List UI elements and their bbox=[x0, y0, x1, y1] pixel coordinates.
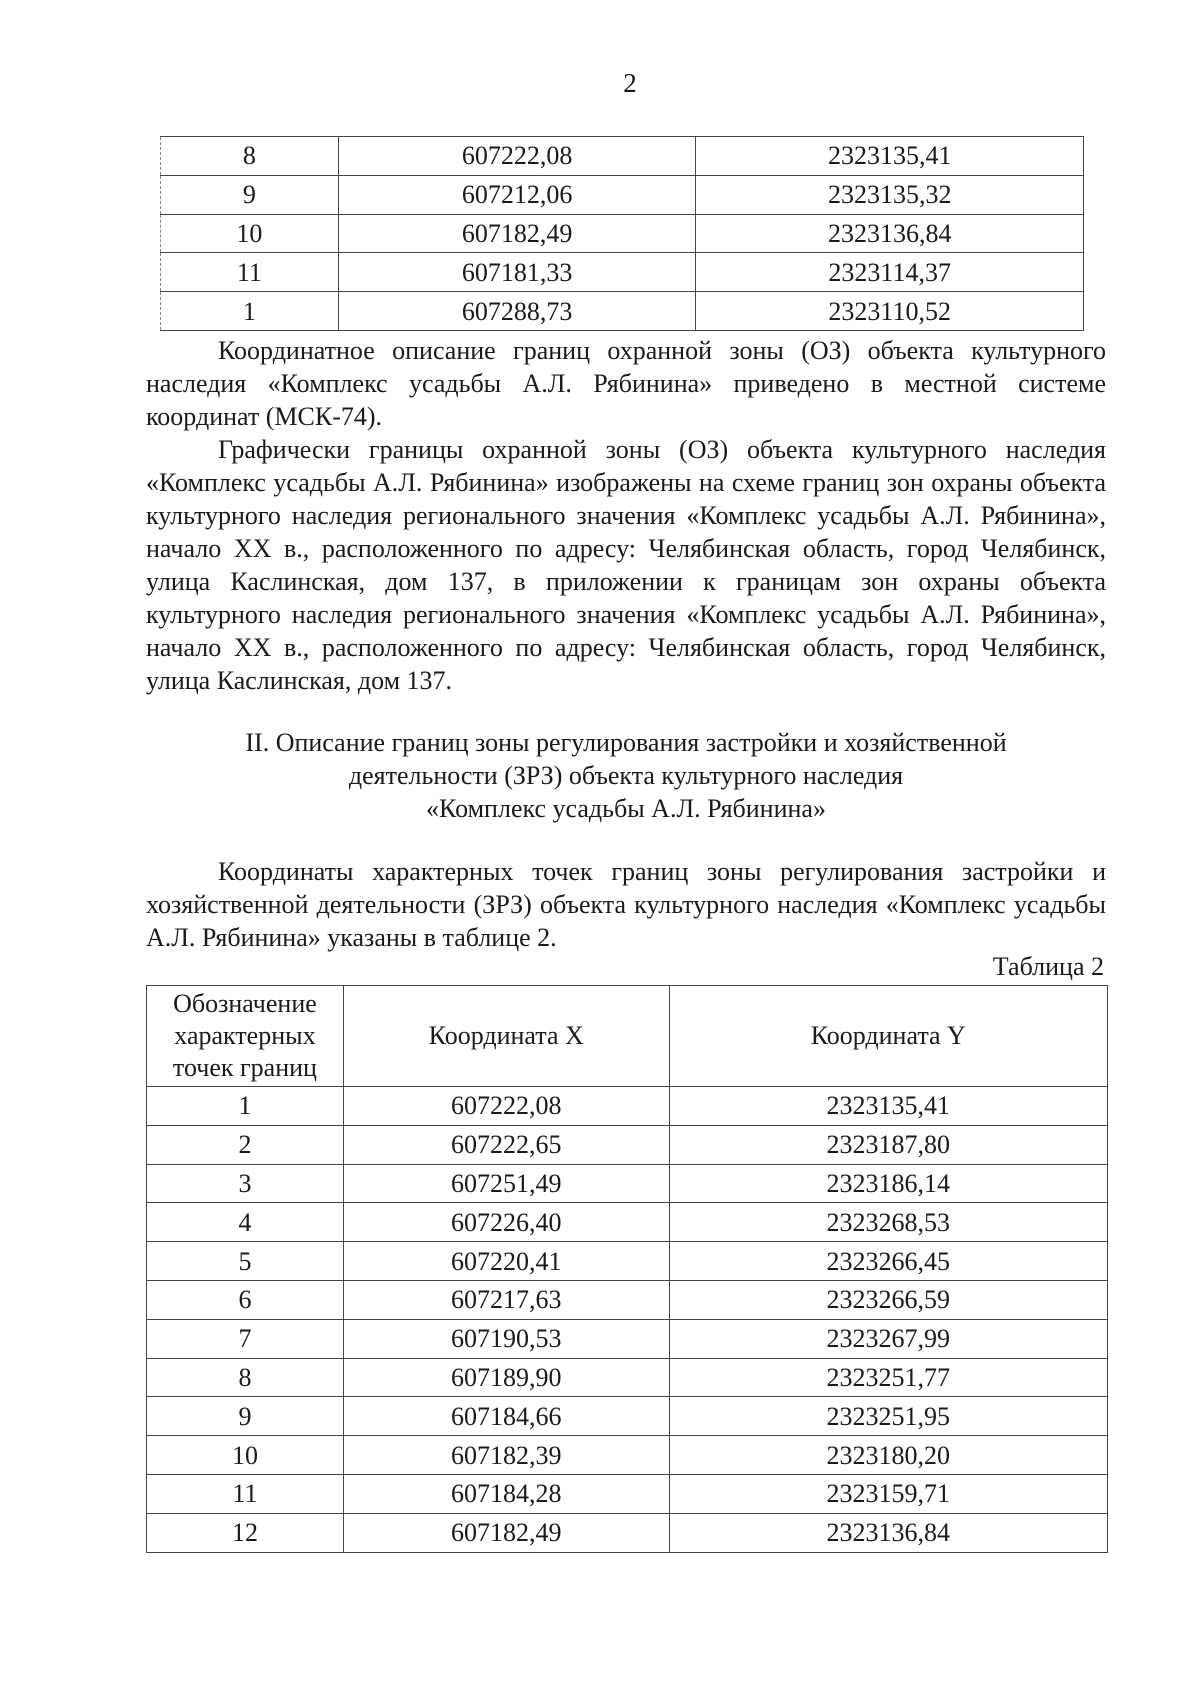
table-row bbox=[161, 214, 1084, 253]
table-caption: Таблица 2 bbox=[992, 952, 1104, 981]
header-point-designation: Обозначение характерных точек границ bbox=[147, 986, 344, 1087]
coordinate-x-cell: 607181,33 bbox=[338, 253, 696, 292]
coordinates-table-continued bbox=[160, 136, 1084, 331]
header-coordinate-x: Координата X bbox=[343, 986, 669, 1087]
page-number: 2 bbox=[623, 68, 637, 98]
point-number-cell: 5 bbox=[147, 1242, 344, 1281]
table-row bbox=[147, 1242, 1108, 1281]
coordinate-x-cell: 607212,06 bbox=[338, 175, 696, 214]
coordinate-y-cell: 2323110,52 bbox=[696, 292, 1084, 331]
section-title bbox=[146, 726, 1106, 825]
coordinate-y-cell: 2323135,41 bbox=[669, 1087, 1107, 1126]
header-coordinate-y: Координата Y bbox=[669, 986, 1107, 1087]
table-row bbox=[147, 1087, 1108, 1126]
table-row bbox=[147, 1203, 1108, 1242]
coordinate-x-cell: 607226,40 bbox=[343, 1203, 669, 1242]
section-title-line: «Комплекс усадьбы А.Л. Рябинина» bbox=[426, 794, 826, 823]
coordinate-x-cell: 607190,53 bbox=[343, 1319, 669, 1358]
point-number-cell: 12 bbox=[147, 1513, 344, 1552]
coordinate-x-cell: 607288,73 bbox=[338, 292, 696, 331]
table-row bbox=[147, 1474, 1108, 1513]
point-number-cell: 4 bbox=[147, 1203, 344, 1242]
coordinate-y-cell: 2323266,45 bbox=[669, 1242, 1107, 1281]
section-title-line: деятельности (ЗРЗ) объекта культурного наследия bbox=[348, 761, 904, 790]
section-title-line: II. Описание границ зоны регулирования застройки и хозяйственной bbox=[245, 728, 1007, 757]
point-number-cell: 10 bbox=[147, 1436, 344, 1475]
point-number-cell: 9 bbox=[161, 175, 339, 214]
point-number-cell: 8 bbox=[147, 1358, 344, 1397]
point-number-cell: 6 bbox=[147, 1280, 344, 1319]
coordinate-y-cell: 2323114,37 bbox=[696, 253, 1084, 292]
table-row bbox=[147, 1319, 1108, 1358]
coordinate-y-cell: 2323159,71 bbox=[669, 1474, 1107, 1513]
coordinate-x-cell: 607217,63 bbox=[343, 1280, 669, 1319]
coordinate-y-cell: 2323180,20 bbox=[669, 1436, 1107, 1475]
zrz-coordinates-paragraph: Координаты характерных точек границ зоны регулирования застройки и хозяйственной деятельности (ЗРЗ) объекта культурного наследия «Комплекс усадьбы А.Л. Рябинина» указаны в таблице 2. bbox=[146, 857, 1106, 952]
table-row bbox=[147, 1358, 1108, 1397]
coordinate-y-cell: 2323135,32 bbox=[696, 175, 1084, 214]
coordinate-y-cell: 2323267,99 bbox=[669, 1319, 1107, 1358]
coordinate-y-cell: 2323136,84 bbox=[696, 214, 1084, 253]
coordinate-x-cell: 607182,39 bbox=[343, 1436, 669, 1475]
coordinate-y-cell: 2323186,14 bbox=[669, 1164, 1107, 1203]
point-number-cell: 9 bbox=[147, 1397, 344, 1436]
coordinate-x-cell: 607222,08 bbox=[343, 1087, 669, 1126]
coordinate-y-cell: 2323136,84 bbox=[669, 1513, 1107, 1552]
table-row bbox=[147, 1397, 1108, 1436]
oz-description-paragraph: Координатное описание границ охранной зоны (ОЗ) объекта культурного наследия «Комплекс усадьбы А.Л. Рябинина» приведено в местной системе координат (МСК-74). bbox=[146, 336, 1106, 431]
coordinate-x-cell: 607222,65 bbox=[343, 1125, 669, 1164]
coordinate-x-cell: 607189,90 bbox=[343, 1358, 669, 1397]
table-row bbox=[161, 292, 1084, 331]
table-row bbox=[147, 1280, 1108, 1319]
coordinate-y-cell: 2323266,59 bbox=[669, 1280, 1107, 1319]
table-row bbox=[147, 1436, 1108, 1475]
point-number-cell: 7 bbox=[147, 1319, 344, 1358]
point-number-cell: 10 bbox=[161, 214, 339, 253]
zrz-coordinates-table bbox=[146, 985, 1108, 1553]
coordinate-x-cell: 607184,66 bbox=[343, 1397, 669, 1436]
point-number-cell: 11 bbox=[147, 1474, 344, 1513]
table-header-row bbox=[147, 986, 1108, 1087]
point-number-cell: 8 bbox=[161, 137, 339, 176]
point-number-cell: 1 bbox=[161, 292, 339, 331]
coordinate-y-cell: 2323251,77 bbox=[669, 1358, 1107, 1397]
point-number-cell: 11 bbox=[161, 253, 339, 292]
point-number-cell: 3 bbox=[147, 1164, 344, 1203]
table-row bbox=[161, 137, 1084, 176]
table-row bbox=[147, 1513, 1108, 1552]
table-row bbox=[161, 175, 1084, 214]
coordinate-y-cell: 2323268,53 bbox=[669, 1203, 1107, 1242]
coordinate-x-cell: 607222,08 bbox=[338, 137, 696, 176]
coordinate-y-cell: 2323251,95 bbox=[669, 1397, 1107, 1436]
coordinate-x-cell: 607182,49 bbox=[338, 214, 696, 253]
coordinate-y-cell: 2323187,80 bbox=[669, 1125, 1107, 1164]
coordinate-x-cell: 607251,49 bbox=[343, 1164, 669, 1203]
point-number-cell: 1 bbox=[147, 1087, 344, 1126]
table-row bbox=[161, 253, 1084, 292]
coordinate-x-cell: 607182,49 bbox=[343, 1513, 669, 1552]
coordinate-x-cell: 607184,28 bbox=[343, 1474, 669, 1513]
point-number-cell: 2 bbox=[147, 1125, 344, 1164]
coordinate-x-cell: 607220,41 bbox=[343, 1242, 669, 1281]
table-row bbox=[147, 1164, 1108, 1203]
oz-graphics-paragraph: Графически границы охранной зоны (ОЗ) объекта культурного наследия «Комплекс усадьбы А.Л. Рябинина» изображены на схеме границ зон охраны объекта культурного наследия регионального значения «Комплекс усадьбы А.Л. Рябинина», начало XX в., расположенного по адресу: Челябинская область, город Челябинск, улица Каслинская, дом 137, в приложении к границам зон охраны объекта культурного наследия регионального значения «Комплекс усадьбы А.Л. Рябинина», начало XX в., расположенного по адресу: Челябинская область, город Челябинск, улица Каслинская, дом 137. bbox=[146, 435, 1106, 695]
coordinate-y-cell: 2323135,41 bbox=[696, 137, 1084, 176]
table-row bbox=[147, 1125, 1108, 1164]
